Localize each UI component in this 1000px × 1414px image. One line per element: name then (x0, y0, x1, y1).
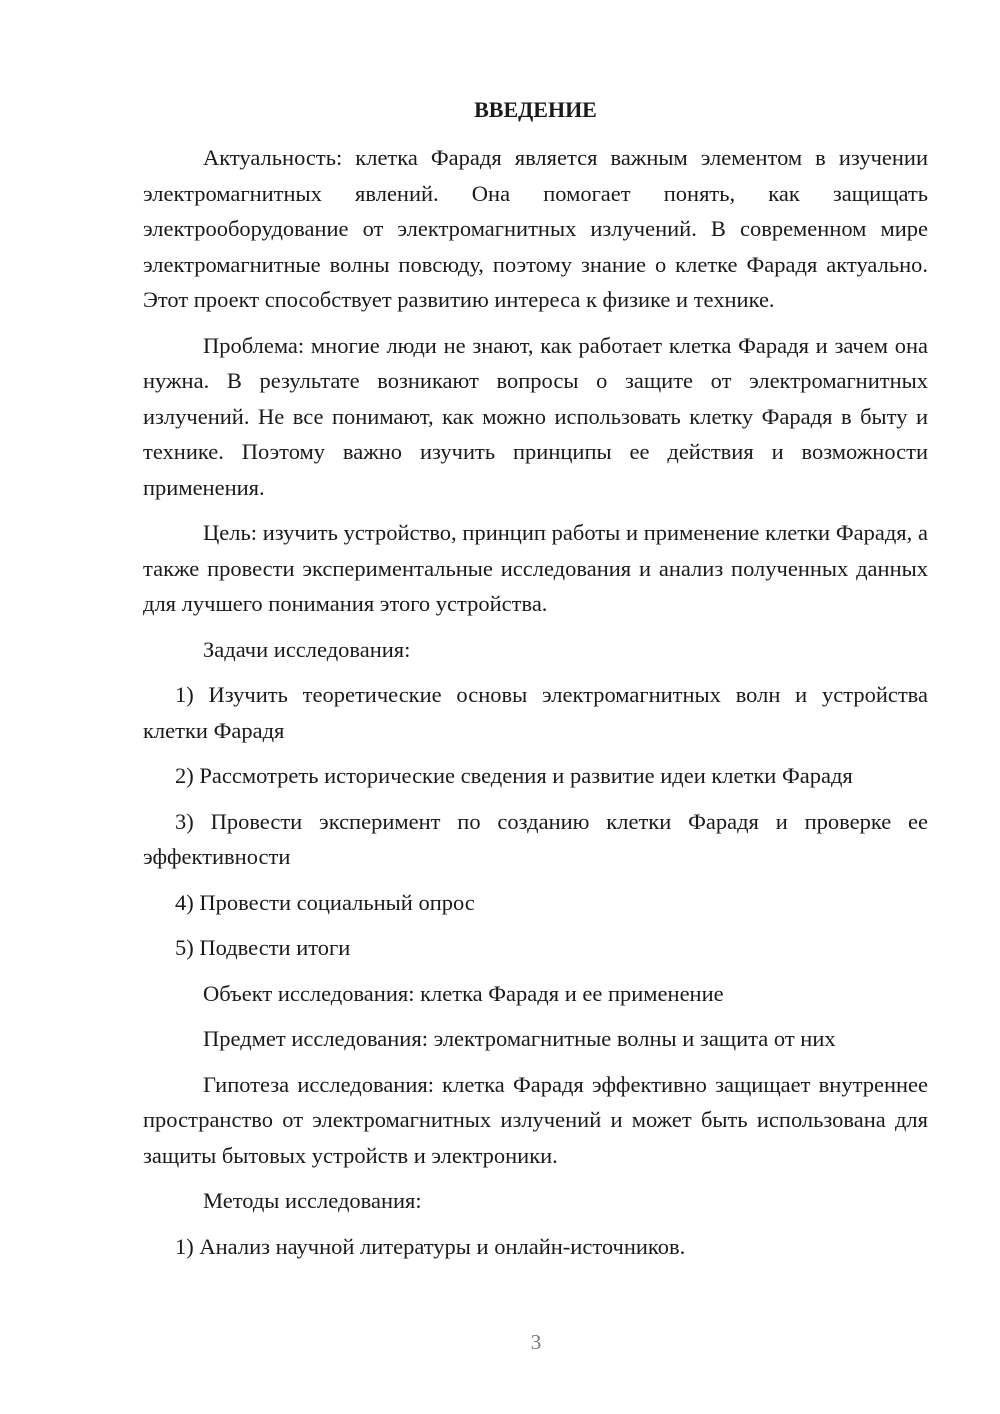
page-number: 3 (530, 1330, 542, 1354)
section-title: ВВЕДЕНИЕ (474, 97, 597, 122)
subject-paragraph: Предмет исследования: электромагнитные волны и защита от них (203, 1026, 836, 1051)
task-item-5: 5) Подвести итоги (175, 935, 351, 960)
method-item-1: 1) Анализ научной литературы и онлайн-источников. (175, 1233, 686, 1259)
goal-paragraph: Цель: изучить устройство, принцип работы и применение клетки Фарадя, а также провести экспериментальные исследования и анализ полученных данных для лучшего понимания этого устройства. (143, 520, 928, 616)
task-item-3: 3) Провести эксперимент по созданию клетки Фарадя и проверке ее эффективности (143, 808, 928, 869)
tasks-heading: Задачи исследования: (203, 636, 411, 662)
methods-heading: Методы исследования: (203, 1188, 422, 1213)
task-item-1: 1) Изучить теоретические основы электромагнитных волн и устройства клетки Фарадя (143, 682, 928, 743)
page-body (143, 92, 928, 1264)
relevance-paragraph: Актуальность: клетка Фарадя является важным элементом в изучении электромагнитных явлений. Она помогает понять, как защищать электрооборудование от электромагнитных излучений. В современном мире электромагнитные волны повсюду, поэтому знание о клетке Фарадя актуально. Этот проект способствует развитию интереса к физике и технике. (143, 145, 928, 312)
problem-paragraph: Проблема: многие люди не знают, как работает клетка Фарадя и зачем она нужна. В результате возникают вопросы о защите от электромагнитных излучений. Не все понимают, как можно использовать клетку Фарадя в быту и технике. Поэтому важно изучить принципы ее действия и возможности применения. (143, 332, 928, 500)
object-paragraph: Объект исследования: клетка Фарадя и ее применение (203, 980, 724, 1006)
task-item-4: 4) Провести социальный опрос (175, 889, 475, 915)
hypothesis-paragraph: Гипотеза исследования: клетка Фарадя эффективно защищает внутреннее пространство от электромагнитных излучений и может быть использована для защиты бытовых устройств и электроники. (143, 1071, 928, 1168)
task-item-2: 2) Рассмотреть исторические сведения и развитие идеи клетки Фарадя (175, 763, 853, 788)
